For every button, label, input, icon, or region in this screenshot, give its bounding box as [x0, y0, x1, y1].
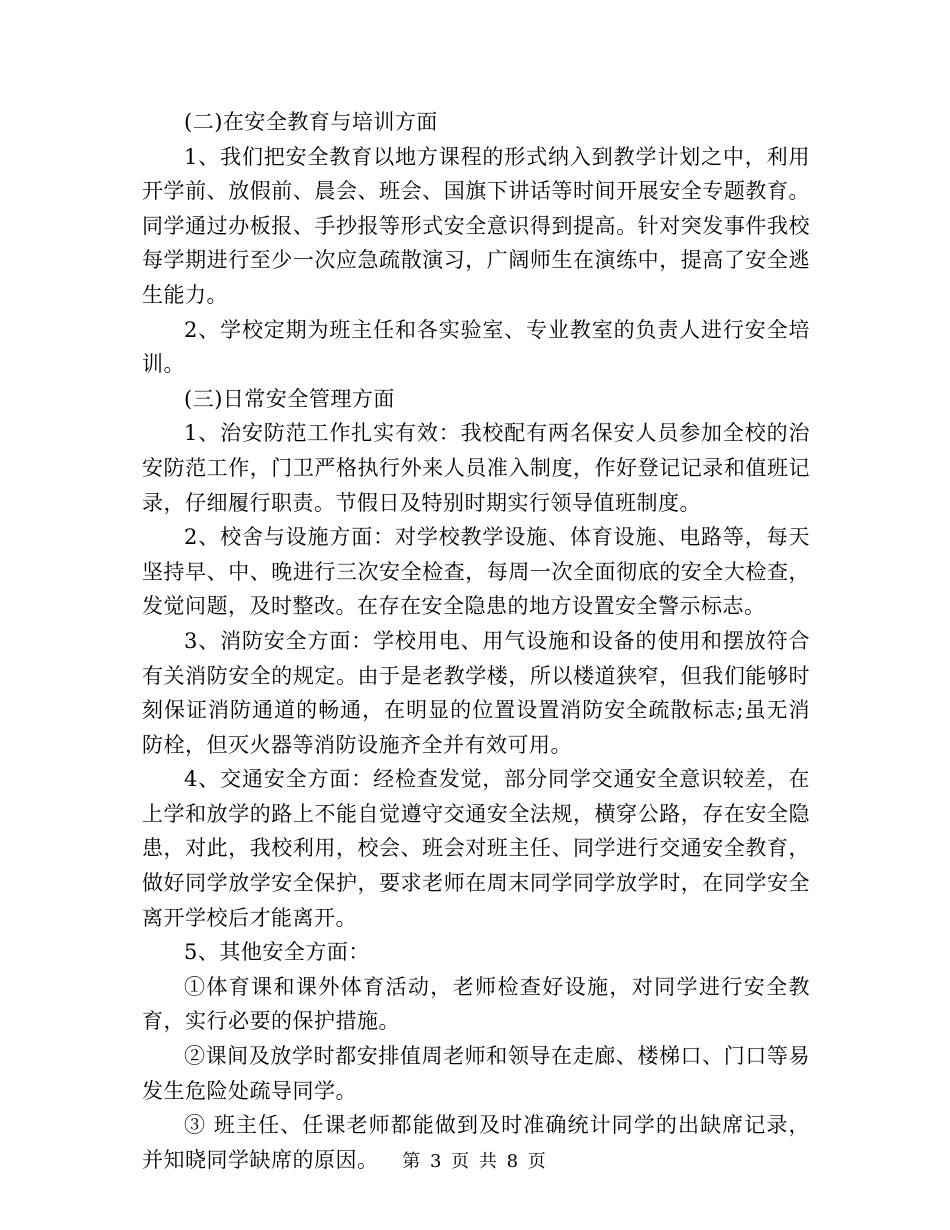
paragraph-education-1: 1、我们把安全教育以地方课程的形式纳入到教学计划之中，利用开学前、放假前、晨会、班会、国旗下讲话等时间开展安全专题教育。同学通过办板报、手抄报等形式安全意识得到提高。针对突发事件我校每学期进行至少一次应急疏散演习，广阔师生在演练中，提高了安全逃生能力。 [142, 144, 810, 307]
page-number-footer: 第 3 页 共 8 页 [402, 1151, 548, 1172]
paragraph-security: 1、治安防范工作扎实有效：我校配有两名保安人员参加全校的治安防范工作，门卫严格执行外来人员准入制度，作好登记记录和值班记录，仔细履行职责。节假日及特别时期实行领导值班制度。 [142, 421, 810, 515]
list-item-break-duty: ②课间及放学时都安排值周老师和领导在走廊、楼梯口、门口等易发生危险处疏导同学。 [142, 1044, 810, 1103]
document-body [142, 105, 810, 1177]
paragraph-traffic-safety: 4、交通安全方面：经检查发觉，部分同学交通安全意识较差，在上学和放学的路上不能自觉遵守交通安全法规，横穿公路，存在安全隐患，对此，我校利用，校会、班会对班主任、同学进行交通安全教育，做好同学放学安全保护，要求老师在周末同学同学放学时，在同学安全离开学校后才能离开。 [142, 767, 810, 930]
paragraph-education-2: 2、学校定期为班主任和各实验室、专业教室的负责人进行安全培训。 [142, 317, 810, 377]
paragraph-fire-safety: 3、消防安全方面：学校用电、用气设施和设备的使用和摆放符合有关消防安全的规定。由于是老教学楼，所以楼道狭窄，但我们能够时刻保证消防通道的畅通，在明显的位置设置消防安全疏散标志;虽无消防栓，但灭火器等消防设施齐全并有效可用。 [142, 628, 810, 757]
list-item-attendance: ③ 班主任、任课老师都能做到及时准确统计同学的出缺席记录，并知晓同学缺席的原因。 [142, 1113, 810, 1172]
paragraph-facilities: 2、校舍与设施方面：对学校教学设施、体育设施、电路等，每天坚持早、中、晚进行三次安全检查，每周一次全面彻底的安全大检查，发觉问题，及时整改。在存在安全隐患的地方设置安全警示标志。 [142, 525, 810, 619]
section-heading-education: (二)在安全教育与培训方面 [184, 110, 438, 134]
paragraph-other-safety: 5、其他安全方面： [184, 940, 370, 965]
list-item-sports: ①体育课和课外体育活动，老师检查好设施，对同学进行安全教育，实行必要的保护措施。 [142, 974, 810, 1034]
section-heading-daily-management: (三)日常安全管理方面 [184, 386, 395, 411]
